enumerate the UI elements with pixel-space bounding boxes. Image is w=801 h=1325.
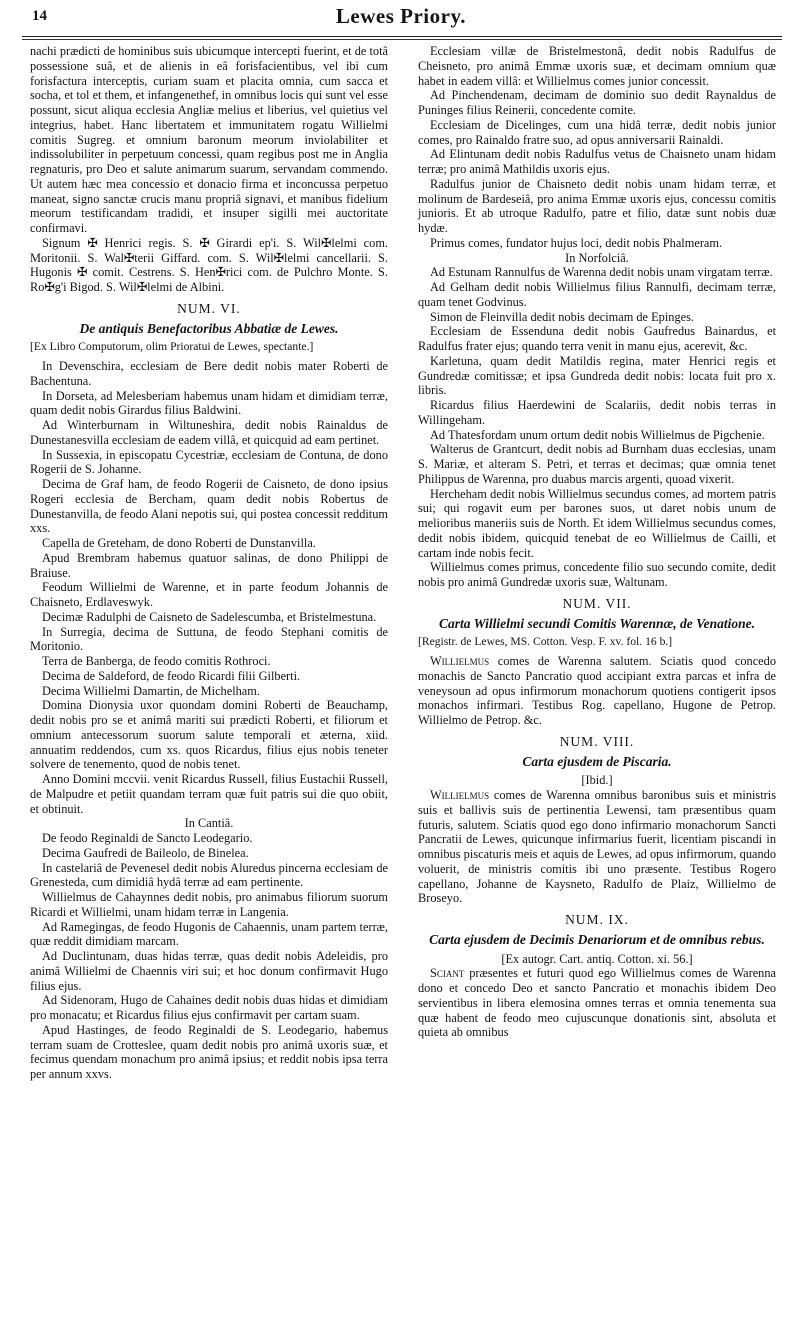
paragraph: Ricardus filius Haerdewini de Scalariis, dedit nobis terras in Willingeham. xyxy=(418,398,776,427)
charter-text xyxy=(418,966,776,1040)
paragraph: Ad Duclintunam, duas hidas terræ, quas dedit nobis Adeleidis, pro animâ Willielmi de Chaennis viri sui; et hoc donum confirmavit Hugo filius ejus. xyxy=(30,949,388,993)
paragraph: Ecclesiam villæ de Bristelmestonâ, dedit nobis Radulfus de Cheisneto, pro animâ Emmæ uxoris suæ, et decimam omnium quæ habet in eadem villâ: et Willielmus comes junior concessit. xyxy=(418,44,776,88)
subheading: In Cantiâ. xyxy=(184,816,234,831)
charter-text xyxy=(418,788,776,906)
section-heading: NUM. IX. xyxy=(565,912,629,927)
page-header xyxy=(22,0,780,38)
paragraph: Walterus de Grantcurt, dedit nobis ad Burnham duas ecclesias, unam S. Mariæ, et alteram S. Petri, et terras et decimas; quæ omnia tenet Philippus de Warenna, pro duabus marcis argenti, quoad vixerit. xyxy=(418,442,776,486)
charter-body: comes de Warenna omnibus baronibus suis et ministris suis et ballivis suis de pertinentia Lewensi, tam præsentibus quam futuris, salutem. Sciatis quod ego dono infirmario monachorum Sancti Pancratii de Lewes, quicunque infirmarius fuerit, licentiam piscandi in omnibus piscaturis meis et aquis de Lewes, ad opus infirmorum, quando voluerit, de ministris comitis ibi uno præsente. Testibus Rogero capellano, Johanne de Kaysneto, Radulfo de Plaiz, Willielmo de Broseyo. xyxy=(418,788,776,906)
section-title: Carta Willielmi secundi Comitis Warennæ, de Venatione. xyxy=(438,615,756,631)
paragraph: Terra de Banberga, de feodo comitis Rothroci. xyxy=(42,654,271,668)
paragraph: Apud Brembram habemus quatuor salinas, de dono Philippi de Braiuse. xyxy=(30,550,388,580)
paragraph: In Surregia, decima de Suttuna, de feodo Stephani comitis de Moritonio. xyxy=(30,624,388,654)
section-source: [Ex Libro Computorum, olim Prioratui de Lewes, spectante.] xyxy=(30,340,314,354)
section-title: Carta ejusdem de Piscaria. xyxy=(522,753,672,769)
paragraph: nachi prædicti de hominibus suis ubicumque intercepti fuerint, et de totâ possessione suâ, et de alienis in eâ forisfacientibus, vel ibi cum forisfactura interceptis, curiam suam et placita omnia, cum sacca et socha, et tol et them, et infangenethef, in omnibus locis qui sunt vel esse possunt, sicut aliqua ecclesia Angliæ melius et liberius, vel quietius vel integrius, habet. Hanc libertatem et immunitatem rogatu Willielmi comitis Sugreg. et omnium baronum meorum inviolabiliter et indissolubiliter in perpetuum concessi, quam regibus post me in Anglia regnaturis, pro Deo et salute animarum suarum, servandam commendo. Ut autem hæc mea concessio et donacio firma et inconcussa perpetuo maneat, signo sanctæ crucis manu propriâ signavi, et manibus fidelium meorum testificandam tradidi, et insuper sigilli mei auctoritate confirmavi. xyxy=(30,44,388,235)
charter-body: præsentes et futuri quod ego Willielmus comes de Warenna dono et concedo Deo et sancto Pancratio et monachis ibidem Deo servientibus in libera elemosina omnes terras et omnia tenementa sua quæ habent de feodo meo cujuscunque donationis sint, absoluta et quieta ab omnibus xyxy=(418,966,776,1040)
paragraph: Anno Domini mccvii. venit Ricardus Russell, filius Eustachii Russell, de Malpudre et petiit quandam terram quæ fuit patris sui die quo obiit, et obtinuit. xyxy=(30,772,388,816)
section-source: [Ex autogr. Cart. antiq. Cotton. xi. 56.] xyxy=(501,951,693,966)
paragraph: Ad Thatesfordam unum ortum dedit nobis Willielmus de Pigchenie. xyxy=(430,427,765,442)
header-rule xyxy=(22,36,782,37)
paragraph: Decima Willielmi Damartin, de Michelham. xyxy=(42,683,260,698)
section-source: [Ibid.] xyxy=(581,773,613,788)
signatures: Signum ✠ Henrici regis. S. ✠ Girardi ep'i. S. Wil✠lelmi com. Moritonii. S. Wal✠terii Giffard. com. S. Wil✠lelmi cancellarii. S. Hugonis ✠ comit. Cestrens. S. Hen✠rici com. de Pulchro Monte. S. Ro✠g'i Bigod. S. Wil✠lelmi de Albini. xyxy=(30,235,388,294)
paragraph: Simon de Fleinvilla dedit nobis decimam de Epinges. xyxy=(430,309,694,324)
section-heading: NUM. VI. xyxy=(177,300,241,316)
paragraph: Ad Ramegingas, de feodo Hugonis de Cahaennis, unam partem terræ, quæ reddit dimidiam marcam. xyxy=(30,919,388,949)
paragraph: Ad Gelham dedit nobis Willielmus filius Rannulfi, decimam terræ, quam tenet Godvinus. xyxy=(418,280,776,309)
paragraph: In Sussexia, in episcopatu Cycestriæ, ecclesiam de Contuna, de dono Rogerii de S. Johanne. xyxy=(30,447,388,477)
paragraph: In Devenschira, ecclesiam de Bere dedit nobis mater Roberti de Bachentuna. xyxy=(30,359,388,388)
paragraph: Ad Estunam Rannulfus de Warenna dedit nobis unam virgatam terræ. xyxy=(430,265,773,280)
paragraph: Ad Elintunam dedit nobis Radulfus vetus de Chaisneto unam hidam terræ; pro animâ Mathildis uxoris ejus. xyxy=(418,147,776,176)
paragraph: Decima Gaufredi de Baileolo, de Binelea. xyxy=(42,845,249,860)
running-title: Lewes Priory. xyxy=(335,4,467,28)
paragraph: In Dorseta, ad Melesberiam habemus unam hidam et dimidiam terræ, quam dedit nobis Girardus filius Baldwini. xyxy=(30,388,388,418)
paragraph: Ad Pinchendenam, decimam de dominio suo dedit Raynaldus de Puninges filius Reinerii, concedente comite. xyxy=(418,88,776,117)
left-column xyxy=(30,44,388,1082)
paragraph: Ad Winterburnam in Wiltuneshira, dedit nobis Rainaldus de Dunestanesvilla ecclesiam de eadem villâ, et quicquid ad eam pertinet. xyxy=(30,418,388,447)
paragraph: Hercheham dedit nobis Willielmus secundus comes, ad mortem patris sui; qui rogavit eum per barones suos, ut daret nobis unum de melioribus maneriis suis de North. Et idem Willielmus secundus comes, dedit nobis ibidem, quicquid tenebat de eo Willielmus de Cailli, et cartam inde nobis fecit. xyxy=(418,486,776,560)
paragraph: Decima de Graf ham, de feodo Rogerii de Caisneto, de dono ipsius Rogeri ecclesia de Bercham, quam dedit nobis Robertus de Dunestanvilla, de feodo Alani nepotis sui, qui postea concessit redditum xxs. xyxy=(30,477,388,536)
paragraph: Capella de Greteham, de dono Roberti de Dunstanvilla. xyxy=(42,536,316,550)
paragraph: In castelariâ de Pevenesel dedit nobis Aluredus pincerna ecclesiam de Grenesteda, cum dimidiâ hydâ terræ ad eam pertinente. xyxy=(30,860,388,890)
paragraph: Willielmus comes primus, concedente filio suo secundo comite, dedit nobis pro animâ Gundredæ uxoris suæ, Waltunam. xyxy=(418,560,776,589)
section-title: Carta ejusdem de Decimis Denariorum et de omnibus rebus. xyxy=(429,931,765,947)
paragraph: Primus comes, fundator hujus loci, dedit nobis Phalmeram. xyxy=(430,235,723,250)
lead-word: Willielmus xyxy=(430,654,490,668)
page-number: 14 xyxy=(32,8,47,24)
paragraph: De feodo Reginaldi de Sancto Leodegario. xyxy=(42,831,253,845)
subheading: In Norfolciâ. xyxy=(565,250,629,265)
section-title: De antiquis Benefactoribus Abbatiæ de Lewes. xyxy=(79,320,339,336)
paragraph: Ad Sidenoram, Hugo de Cahaines dedit nobis duas hidas et dimidiam pro monacatu; et Ricardus filius ejus confirmavit per cartam suam. xyxy=(30,993,388,1022)
paragraph: Domina Dionysia uxor quondam domini Roberti de Beauchamp, dedit nobis pro se et animâ mariti sui prædicti Roberti, et filiorum et omnium antecessorum suorum salute temporali et æterna, xiid. annuatim reddendos, cum xs. quos Ricardus, filius ejus nobis teneter solvere de tenemento, quod de nobis tenet. xyxy=(30,698,388,772)
paragraph: Radulfus junior de Chaisneto dedit nobis unam hidam terræ, et molinum de Bardeseiâ, pro anima Emmæ uxoris ejus, concessu comitis junioris. Et ab utroque Radulfo, patre et filio, datæ sunt nobis duæ hydæ. xyxy=(418,176,776,235)
lead-word: Sciant xyxy=(430,966,465,981)
paragraph: Decima de Saldeford, de feodo Ricardi filii Gilberti. xyxy=(42,668,301,683)
paragraph: Apud Hastinges, de feodo Reginaldi de S. Leodegario, habemus terram suam de Crotteslee, quam dedit nobis pro animâ uxoris suæ, et fecimus quendam monachum pro animâ ipsius; et reddit nobis ipsa terra per annum xxvs. xyxy=(30,1022,388,1081)
paragraph: Willielmus de Cahaynnes dedit nobis, pro animabus filiorum suorum Ricardi et Willielmi, unam hidam terræ in Langenia. xyxy=(30,890,388,919)
right-column xyxy=(418,44,776,1040)
charter-text xyxy=(418,654,776,728)
charter-body: comes de Warenna salutem. Sciatis quod concedo monachis de Sancto Pancratio quod accipiant extra parcas et infra de veneysoun ad opus infirmorum monachorum quotiens contigerit ipsos monachos infirmari. Testibus Rog. capellano, Hugone de Petrop. Willielmo de Petrop. &c. xyxy=(418,654,776,727)
paragraph: Feodum Willielmi de Warenne, et in parte feodum Johannis de Chaisneto, Erdlaveswyk. xyxy=(30,580,388,609)
section-source: [Registr. de Lewes, MS. Cotton. Vesp. F. xv. fol. 16 b.] xyxy=(418,635,673,649)
section-heading: NUM. VII. xyxy=(562,595,632,611)
paragraph: Karletuna, quam dedit Matildis regina, mater Henrici regis et Gundredæ comitissæ; et ipsa Gundreda dedit nobis: locata fuit pro x. libris. xyxy=(418,353,776,398)
header-rule-thin xyxy=(22,39,782,40)
paragraph: Ecclesiam de Essenduna dedit nobis Gaufredus Bainardus, et Radulfus frater ejus; quando terra venit in manu ejus, acerevit, &c. xyxy=(418,324,776,353)
lead-word: Willielmus xyxy=(430,788,490,802)
paragraph: Decimæ Radulphi de Caisneto de Sadelescumba, et Bristelmestuna. xyxy=(42,609,377,624)
paragraph: Ecclesiam de Dicelinges, cum una hidâ terræ, dedit nobis junior comes, pro Rainaldo fratre suo, ad opus anniversarii Rainaldi. xyxy=(418,117,776,147)
section-heading: NUM. VIII. xyxy=(559,733,635,749)
